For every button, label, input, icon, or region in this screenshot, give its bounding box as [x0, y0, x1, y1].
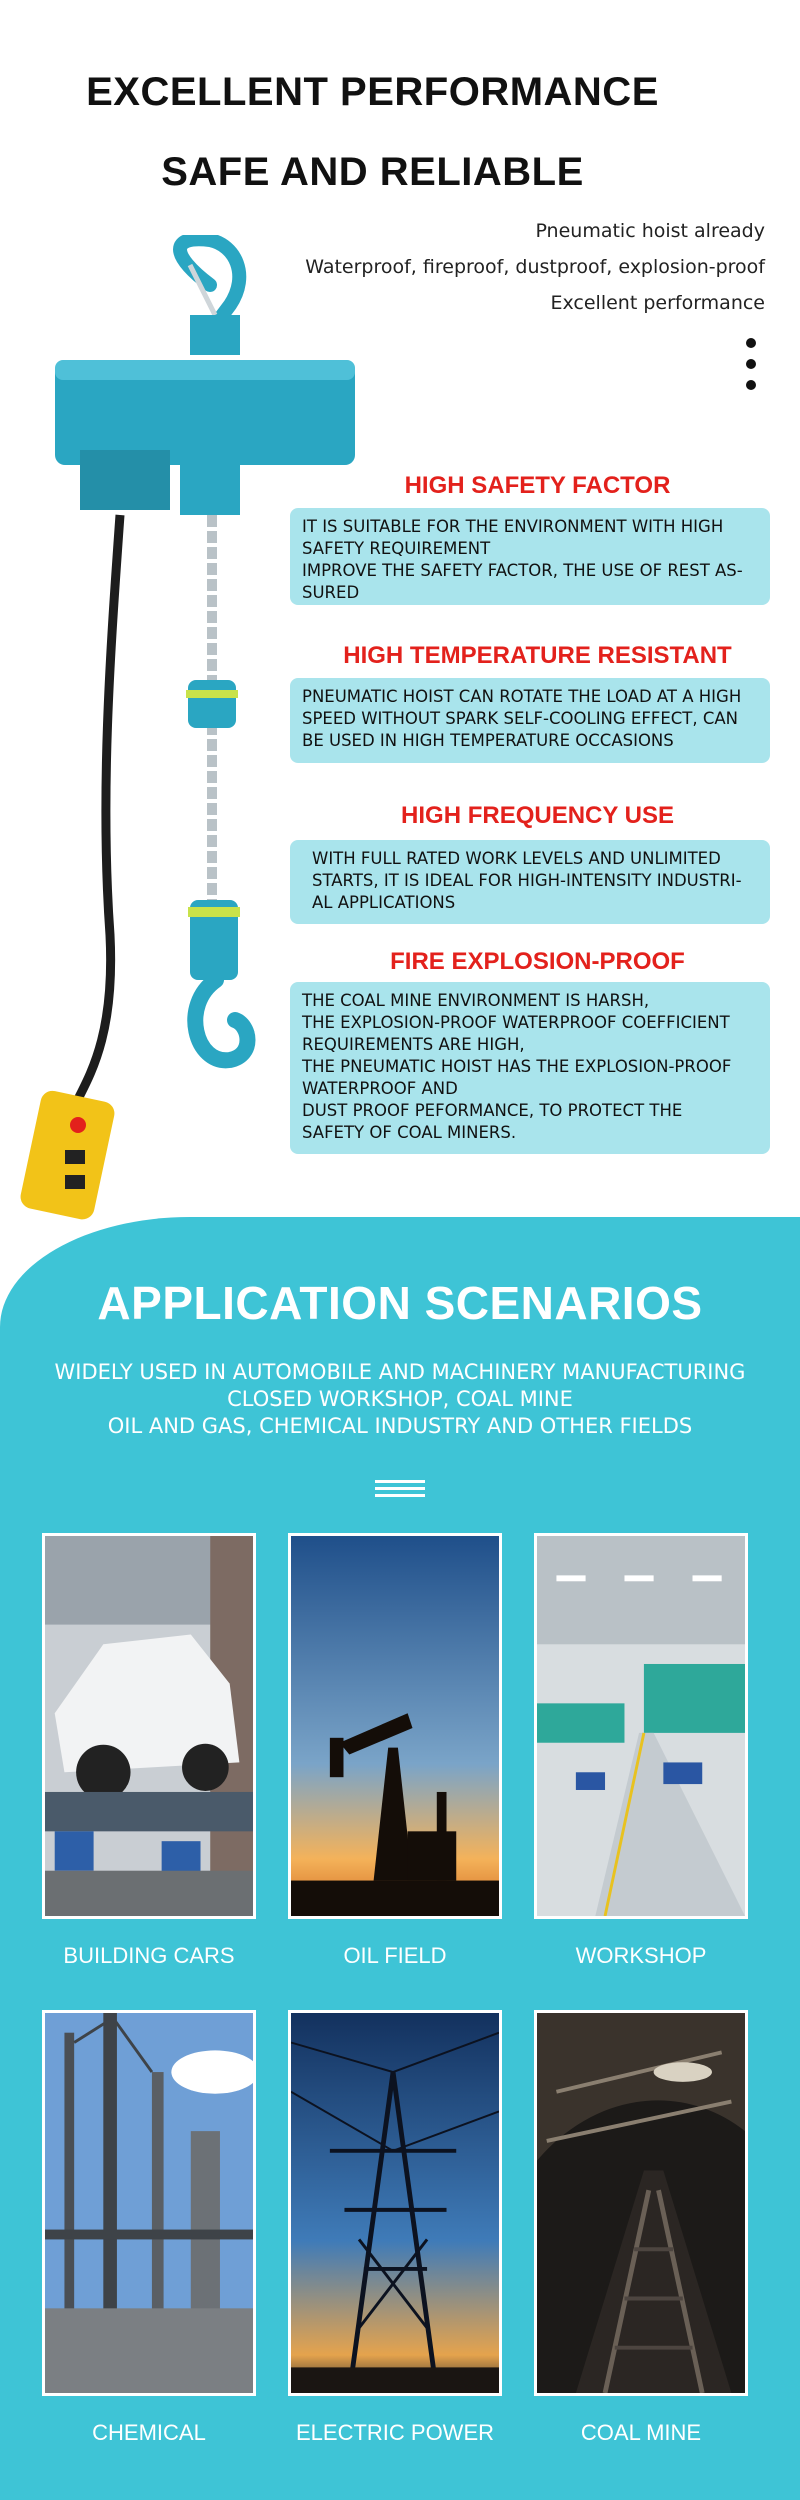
- page-title-line1: EXCELLENT PERFORMANCE: [86, 70, 659, 114]
- scene-caption: COAL MINE: [580, 2420, 702, 2445]
- application-title: APPLICATION SCENARIOS: [97, 1277, 703, 1329]
- scene-caption: CHEMICAL: [92, 2420, 206, 2445]
- feature-text-line: IMPROVE THE SAFETY FACTOR, THE USE OF REST AS-: [302, 561, 743, 580]
- feature-text-line: IT IS SUITABLE FOR THE ENVIRONMENT WITH HIGH: [302, 517, 724, 536]
- scene-caption: ELECTRIC POWER: [295, 2420, 495, 2445]
- feature-title-safety: HIGH SAFETY FACTOR: [404, 472, 671, 499]
- intro-line-3: Excellent performance: [550, 292, 765, 314]
- feature-text-line: WATERPROOF AND: [302, 1079, 458, 1098]
- feature-text-line: SURED: [302, 583, 360, 602]
- application-desc-line: CLOSED WORKSHOP, COAL MINE: [227, 1387, 573, 1411]
- feature-text-line: THE PNEUMATIC HOIST HAS THE EXPLOSION-PROOF: [302, 1057, 732, 1076]
- scene-caption: BUILDING CARS: [63, 1943, 235, 1968]
- feature-text-line: AL APPLICATIONS: [312, 893, 456, 912]
- feature-text-line: SAFETY OF COAL MINERS.: [302, 1123, 517, 1142]
- feature-text-line: SPEED WITHOUT SPARK SELF-COOLING EFFECT, CAN: [302, 709, 739, 728]
- scene-image-workshop: [534, 1533, 748, 1919]
- feature-box-temperature: [290, 678, 770, 763]
- feature-text-line: THE COAL MINE ENVIRONMENT IS HARSH,: [302, 991, 650, 1010]
- application-section: [0, 1217, 800, 2500]
- scene-image-oil-field: [288, 1533, 502, 1919]
- feature-text-line: WITH FULL RATED WORK LEVELS AND UNLIMITED: [312, 849, 721, 868]
- feature-title-frequency: HIGH FREQUENCY USE: [401, 802, 674, 829]
- application-desc-line: WIDELY USED IN AUTOMOBILE AND MACHINERY MANUFACTURING: [54, 1360, 746, 1384]
- feature-text-line: STARTS, IT IS IDEAL FOR HIGH-INTENSITY INDUSTRI-: [312, 871, 742, 890]
- feature-text-line: THE EXPLOSION-PROOF WATERPROOF COEFFICIENT: [302, 1013, 730, 1032]
- scene-image-coal-mine: [534, 2010, 748, 2396]
- feature-box-safety: [290, 508, 770, 605]
- feature-box-explosion: [290, 982, 770, 1154]
- intro-line-1: Pneumatic hoist already: [535, 220, 765, 242]
- scene-image-building-cars: [42, 1533, 256, 1919]
- feature-title-temperature: HIGH TEMPERATURE RESISTANT: [343, 642, 732, 669]
- vertical-dots-icon: [746, 338, 758, 401]
- feature-text-line: REQUIREMENTS ARE HIGH,: [302, 1035, 525, 1054]
- scene-caption: OIL FIELD: [343, 1943, 447, 1968]
- feature-title-explosion: FIRE EXPLOSION-PROOF: [390, 948, 685, 975]
- feature-text-line: SAFETY REQUIREMENT: [302, 539, 491, 558]
- scene-image-electric-power: [288, 2010, 502, 2396]
- page-title-line2: SAFE AND RELIABLE: [161, 150, 584, 194]
- application-desc-line: OIL AND GAS, CHEMICAL INDUSTRY AND OTHER FIELDS: [107, 1414, 693, 1438]
- intro-line-2: Waterproof, fireproof, dustproof, explosion-proof: [305, 256, 765, 278]
- feature-text-line: BE USED IN HIGH TEMPERATURE OCCASIONS: [302, 731, 674, 750]
- menu-lines-icon: [375, 1480, 425, 1501]
- feature-text-line: PNEUMATIC HOIST CAN ROTATE THE LOAD AT A HIGH: [302, 687, 742, 706]
- feature-text-line: DUST PROOF PEFORMANCE, TO PROTECT THE: [302, 1101, 683, 1120]
- scene-caption: WORKSHOP: [575, 1943, 707, 1968]
- feature-box-frequency: [290, 840, 770, 924]
- scene-image-chemical: [42, 2010, 256, 2396]
